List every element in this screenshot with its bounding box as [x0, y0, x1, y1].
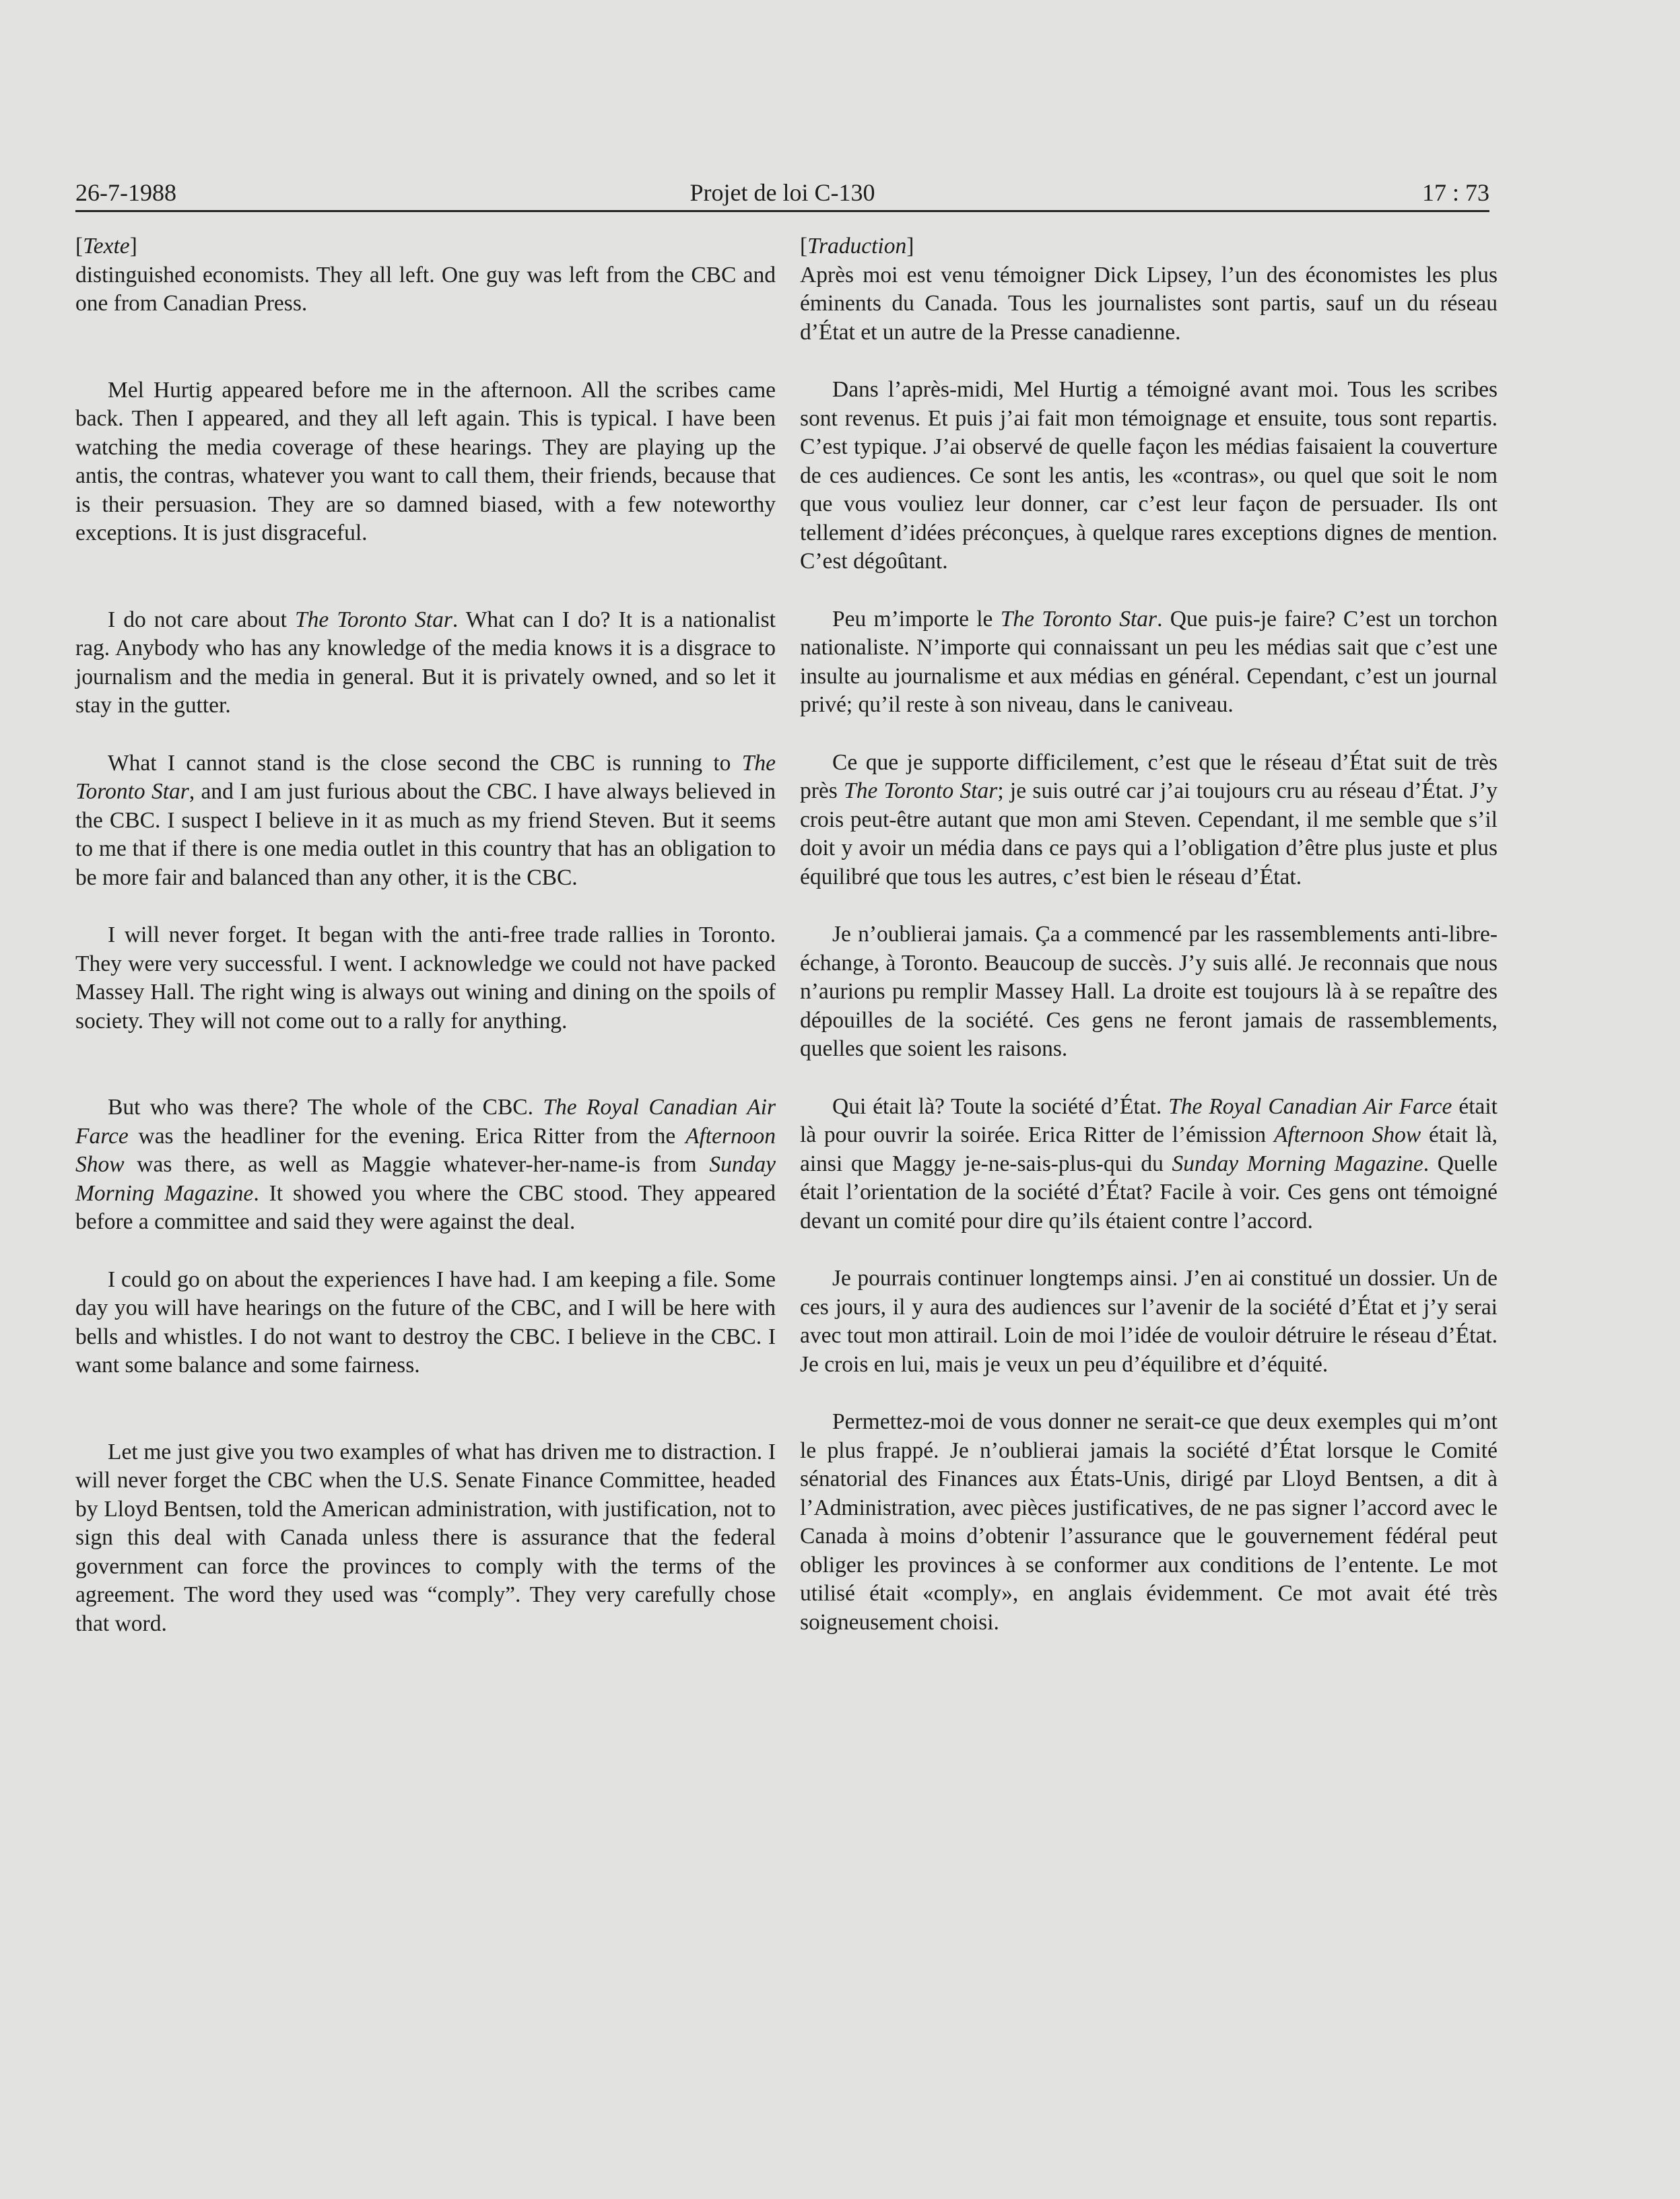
en-paragraph: What I cannot stand is the close second the CBC is running to The Toronto Star, and I am just furious about the CBC. I have always believed in the CBC. I suspect I believe in it as much as my friend Steven. But it seems to me that if there is one media outlet in this country that has an obligation to be more fair and balanced than any other, it is the CBC.	[75, 750, 776, 890]
english-label-text: Texte	[83, 234, 130, 259]
fr-paragraph: Ce que je supporte difficilement, c’est que le réseau d’État suit de très près The Toronto Star; je suis outré car j’ai toujours cru au réseau d’État. J’y crois peut-être autant que mon ami Steven. Cependant, il me semble que s’il doit y avoir un média dans ce pays qui a l’obligation d’être plus juste et plus équilibré que tous les autres, c’est bien le réseau d’État.	[800, 749, 1498, 889]
fr-paragraph: Qui était là? Toute la société d’État. The Royal Canadian Air Farce était là pour ouvrir la soirée. Erica Ritter de l’émission Afternoon Show était là, ainsi que Maggy je-ne-sais-plus-qui du Sunday Morning Magazine. Quelle était l’orientation de la société d’État? Facile à voir. Ces gens ont témoigné devant un comité pour dire qu’ils étaient contre l’accord.	[800, 1093, 1498, 1233]
fr-paragraph: Après moi est venu témoigner Dick Lipsey, l’un des économistes les plus éminents du Canada. Tous les journalistes sont partis, sauf un du réseau d’État et un autre de la Presse canadienne.	[800, 262, 1498, 345]
header-page-number: 17 : 73	[1421, 179, 1489, 206]
fr-paragraph: Permettez-moi de vous donner ne serait-ce que deux exemples qui m’ont le plus frappé. Je n’oublierai jamais la société d’État lorsque le Comité sénatorial des Finances aux États-Unis, dirigé par Lloyd Bentsen, a dit à l’Administration, avec pièces justificatives, de ne pas signer l’accord avec le Canada à moins d’obtenir l’assurance que le gouvernement fédéral peut obliger les provinces à se conformer aux conditions de l’entente. Le mot utilisé était «comply», en anglais évidemment. Ce mot avait été très soigneusement choisi.	[800, 1409, 1498, 1635]
en-paragraph: Let me just give you two examples of what has driven me to distraction. I will never forget the CBC when the U.S. Senate Finance Committee, headed by Lloyd Bentsen, told the American administration, with justification, not to sign this deal with Canada unless there is assurance that the federal government can force the provinces to comply with the terms of the agreement. The word they used was “comply”. They very carefully chose that word.	[75, 1439, 776, 1636]
fr-paragraph: Je n’oublierai jamais. Ça a commencé par les rassemblements anti-libre-échange, à Toronto. Beaucoup de succès. J’y suis allé. Je reconnais que nous n’aurions pu remplir Massey Hall. La droite est toujours là à se repaître des dépouilles de la société. Ces gens ne feront jamais de rassemblements, quelles que soient les raisons.	[800, 922, 1498, 1061]
en-paragraph: But who was there? The whole of the CBC. The Royal Canadian Air Farce was the headliner for the evening. Erica Ritter from the Afternoon Show was there, as well as Maggie whatever-her-name-is from Sunday Morning Magazine. It showed you where the CBC stood. They appeared before a committee and said they were against the deal.	[75, 1095, 776, 1234]
french-column	[800, 232, 1498, 1637]
english-column	[75, 232, 776, 1638]
fr-paragraph: Dans l’après-midi, Mel Hurtig a témoigné avant moi. Tous les scribes sont revenus. Et puis j’ai fait mon témoignage et ensuite, tous sont repartis. C’est typique. J’ai observé de quelle façon les médias faisaient la couverture de ces audiences. Ce sont les antis, les «contras», ou quel que soit le nom que vous vouliez leur donner, car c’est leur façon de persuader. Ils ont tellement d’idées préconçues, à quelque rares exceptions dignes de mention. C’est dégoûtant.	[800, 377, 1498, 574]
fr-paragraph: Je pourrais continuer longtemps ainsi. J’en ai constitué un dossier. Un de ces jours, il y aura des audiences sur l’avenir de la société d’État et j’y serai avec tout mon attirail. Loin de moi l’idée de vouloir détruire le réseau d’État. Je crois en lui, mais je veux un peu d’équilibre et d’équité.	[800, 1266, 1498, 1377]
header-date: 26-7-1988	[75, 179, 176, 206]
page-header	[75, 167, 1489, 212]
french-label: [Traduction]	[800, 234, 914, 259]
french-label-text: Traduction	[807, 234, 907, 259]
en-paragraph: I will never forget. It began with the anti-free trade rallies in Toronto. They were very successful. I went. I acknowledge we could not have packed Massey Hall. The right wing is always out wining and dining on the spoils of society. They will not come out to a rally for anything.	[75, 922, 776, 1034]
en-paragraph: distinguished economists. They all left. One guy was left from the CBC and one from Canadian Press.	[75, 262, 776, 316]
header-title: Projet de loi C-130	[690, 179, 875, 206]
english-label: [Texte]	[75, 234, 137, 259]
fr-paragraph: Peu m’importe le The Toronto Star. Que puis-je faire? C’est un torchon nationaliste. N’importe qui connaissant un peu les médias sait que c’est une insulte au journalisme et aux médias en général. Cependant, c’est un journal privé; qu’il reste à son niveau, dans le caniveau.	[800, 606, 1498, 717]
en-paragraph: I could go on about the experiences I have had. I am keeping a file. Some day you will have hearings on the future of the CBC, and I will be here with bells and whistles. I do not want to destroy the CBC. I believe in the CBC. I want some balance and some fairness.	[75, 1266, 776, 1378]
en-paragraph: I do not care about The Toronto Star. What can I do? It is a nationalist rag. Anybody who has any knowledge of the media knows it is a disgrace to journalism and the media in general. But it is privately owned, and so let it stay in the gutter.	[75, 607, 776, 718]
en-paragraph: Mel Hurtig appeared before me in the afternoon. All the scribes came back. Then I appeared, and they all left again. This is typical. I have been watching the media coverage of these hearings. They are playing up the antis, the contras, whatever you want to call them, their friends, because that is their persuasion. They are so damned biased, with a few noteworthy exceptions. It is just disgraceful.	[75, 377, 776, 545]
